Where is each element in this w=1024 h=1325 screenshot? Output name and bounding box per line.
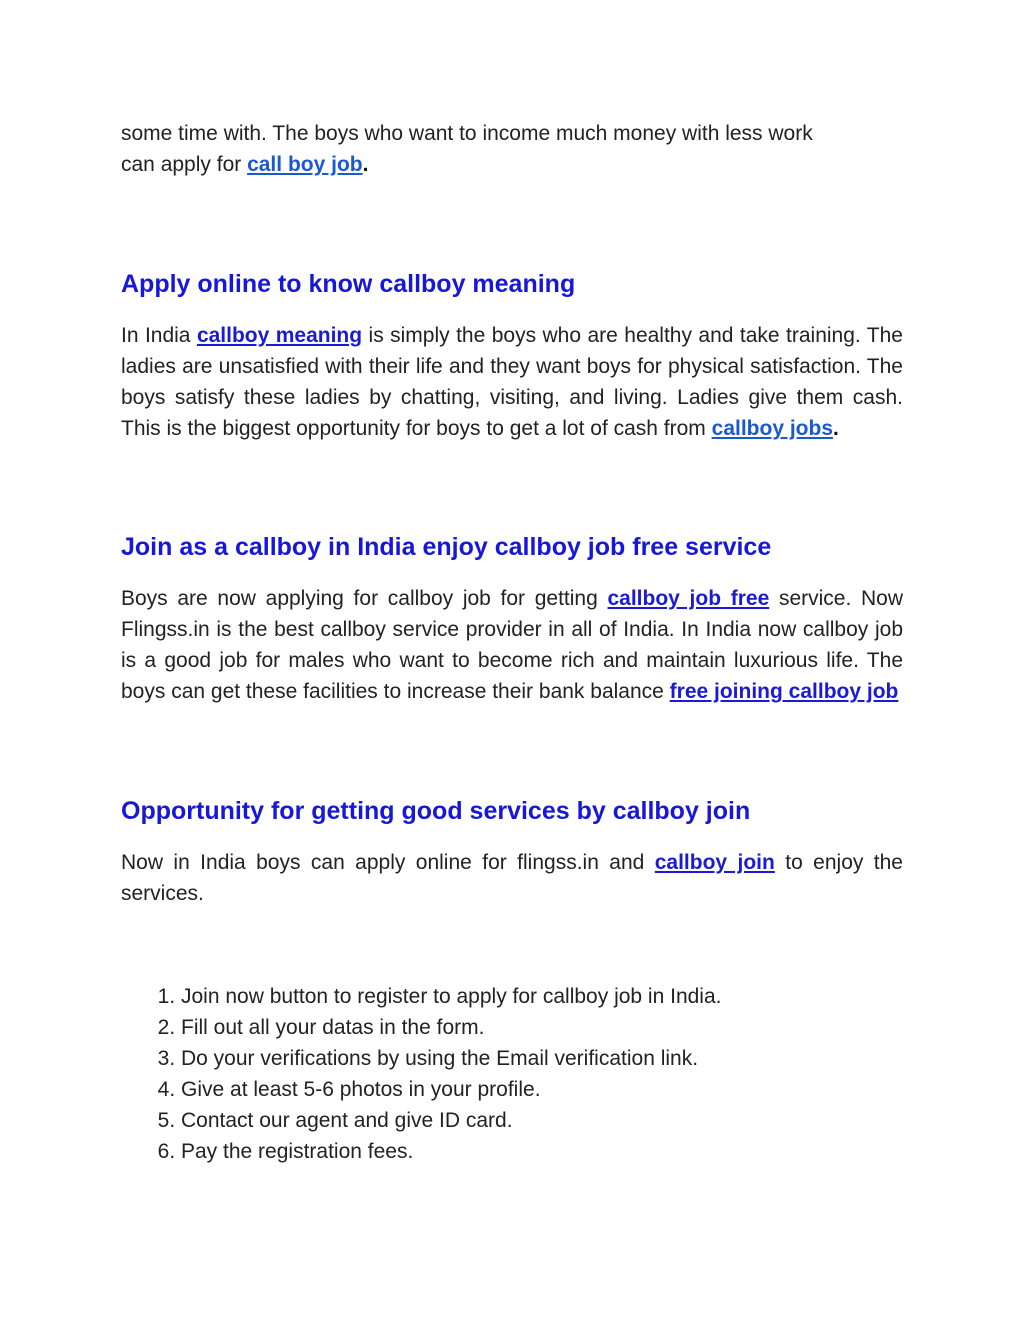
list-item: 5. Contact our agent and give ID card. — [181, 1105, 903, 1136]
section-3-prefix: Now in India boys can apply online for flingss.in and — [121, 851, 655, 874]
list-item: 3. Do your verifications by using the Email verification link. — [181, 1043, 903, 1074]
intro-suffix: . — [362, 153, 369, 176]
section-1-heading: Apply online to know callboy meaning — [121, 270, 576, 298]
intro-line-2-prefix: can apply for — [121, 153, 248, 176]
list-item: 4. Give at least 5-6 photos in your profile. — [181, 1074, 903, 1105]
free-joining-callboy-job-link[interactable]: free joining callboy job — [669, 680, 899, 703]
document-page — [121, 118, 903, 1167]
list-item: 1. Join now button to register to apply for callboy job in India. — [181, 981, 903, 1012]
section-3-heading: Opportunity for getting good services by callboy join — [121, 797, 751, 825]
call-boy-job-link[interactable]: call boy job — [247, 153, 363, 176]
list-item: 6. Pay the registration fees. — [181, 1136, 903, 1167]
section-2-paragraph — [121, 583, 903, 707]
section-2-middle: service. Now Flingss.in is the best callboy service provider in all of India. In India now callboy job is a good job for males who want to become rich and maintain luxurious life. The boys can get these facilities to increase their bank balance — [121, 587, 903, 703]
callboy-meaning-link[interactable]: callboy meaning — [196, 324, 363, 347]
intro-line-1: some time with. The boys who want to income much money with less work — [121, 122, 813, 145]
section-3-suffix: to enjoy the services. — [121, 851, 903, 905]
list-item: 2. Fill out all your datas in the form. — [181, 1012, 903, 1043]
section-1-middle: is simply the boys who are healthy and take training. The ladies are unsatisfied with their life and they want boys for physical satisfaction. The boys satisfy these ladies by chatting, visiting, and living. Ladies give them cash. This is the biggest opportunity for boys to get a lot of cash from — [121, 324, 903, 440]
registration-steps-list — [121, 981, 903, 1167]
section-1-suffix: . — [833, 417, 839, 440]
section-2-prefix: Boys are now applying for callboy job for getting — [121, 587, 608, 610]
section-1-paragraph — [121, 320, 903, 444]
callboy-join-link[interactable]: callboy join — [654, 851, 775, 874]
section-1-prefix: In India — [121, 324, 197, 347]
section-3-paragraph — [121, 847, 903, 909]
section-2-heading: Join as a callboy in India enjoy callboy job free service — [121, 533, 772, 561]
callboy-jobs-link[interactable]: callboy jobs — [711, 417, 834, 440]
callboy-job-free-link[interactable]: callboy job free — [607, 587, 770, 610]
intro-paragraph — [121, 118, 903, 180]
